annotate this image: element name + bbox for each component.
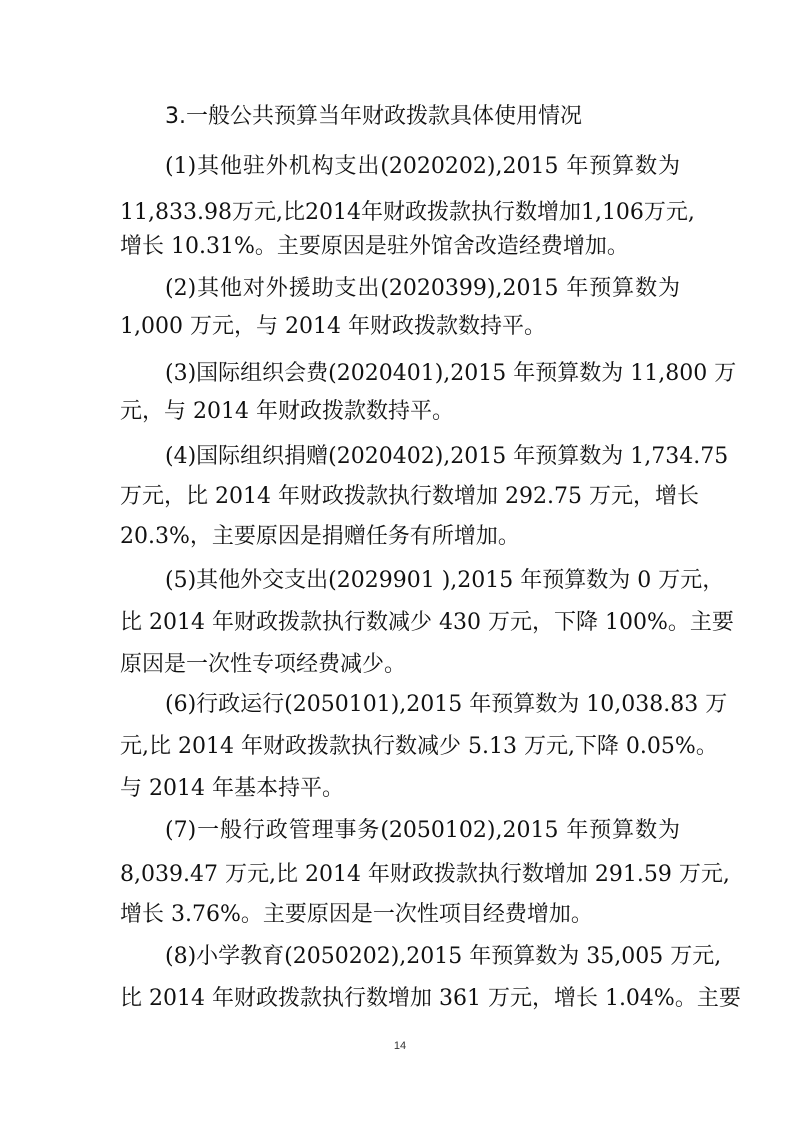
paragraph-8-line-1: (8)小学教育(2050202),2015 年预算数为 35,005 万元, <box>165 944 722 969</box>
paragraph-2-line-1: (2)其他对外援助支出(2020399),2015 年预算数为 <box>165 276 680 301</box>
paragraph-6-line-2: 元,比 2014 年财政拨款执行数减少 5.13 万元,下降 0.05%。 <box>120 734 718 759</box>
paragraph-6-line-3: 与 2014 年基本持平。 <box>120 776 344 801</box>
paragraph-3-line-1: (3)国际组织会费(2020401),2015 年预算数为 11,800 万 <box>165 361 737 386</box>
paragraph-1-line-1: (1)其他驻外机构支出(2020202),2015 年预算数为 <box>165 154 680 179</box>
page-number: 14 <box>393 1040 407 1052</box>
paragraph-4-line-1: (4)国际组织捐赠(2020402),2015 年预算数为 1,734.75 <box>165 444 729 469</box>
section-heading: 3.一般公共预算当年财政拨款具体使用情况 <box>165 104 582 129</box>
paragraph-8-line-2: 比 2014 年财政拨款执行数增加 361 万元，增长 1.04%。主要 <box>120 986 741 1011</box>
paragraph-7-line-3: 增长 3.76%。主要原因是一次性项目经费增加。 <box>120 902 593 927</box>
paragraph-4-line-2: 万元，比 2014 年财政拨款执行数增加 292.75 万元，增长 <box>120 484 699 509</box>
paragraph-1-line-3: 增长 10.31%。主要原因是驻外馆舍改造经费增加。 <box>120 234 629 259</box>
paragraph-4-line-3: 20.3%，主要原因是捐赠任务有所增加。 <box>120 524 520 549</box>
paragraph-7-line-2: 8,039.47 万元,比 2014 年财政拨款执行数增加 291.59 万元, <box>120 862 730 887</box>
paragraph-5-line-1: (5)其他外交支出(2029901 ),2015 年预算数为 0 万元， <box>165 568 725 593</box>
paragraph-6-line-1: (6)行政运行(2050101),2015 年预算数为 10,038.83 万 <box>165 692 728 717</box>
paragraph-5-line-2: 比 2014 年财政拨款执行数减少 430 万元，下降 100%。主要 <box>120 610 734 635</box>
paragraph-5-line-3: 原因是一次性专项经费减少。 <box>120 652 407 677</box>
paragraph-2-line-2: 1,000 万元，与 2014 年财政拨款数持平。 <box>120 314 546 339</box>
paragraph-3-line-2: 元，与 2014 年财政拨款数持平。 <box>120 399 454 424</box>
paragraph-7-line-1: (7)一般行政管理事务(2050102),2015 年预算数为 <box>165 818 680 843</box>
paragraph-1-line-2: 11,833.98万元,比2014年财政拨款执行数增加1,106万元, <box>120 200 695 225</box>
